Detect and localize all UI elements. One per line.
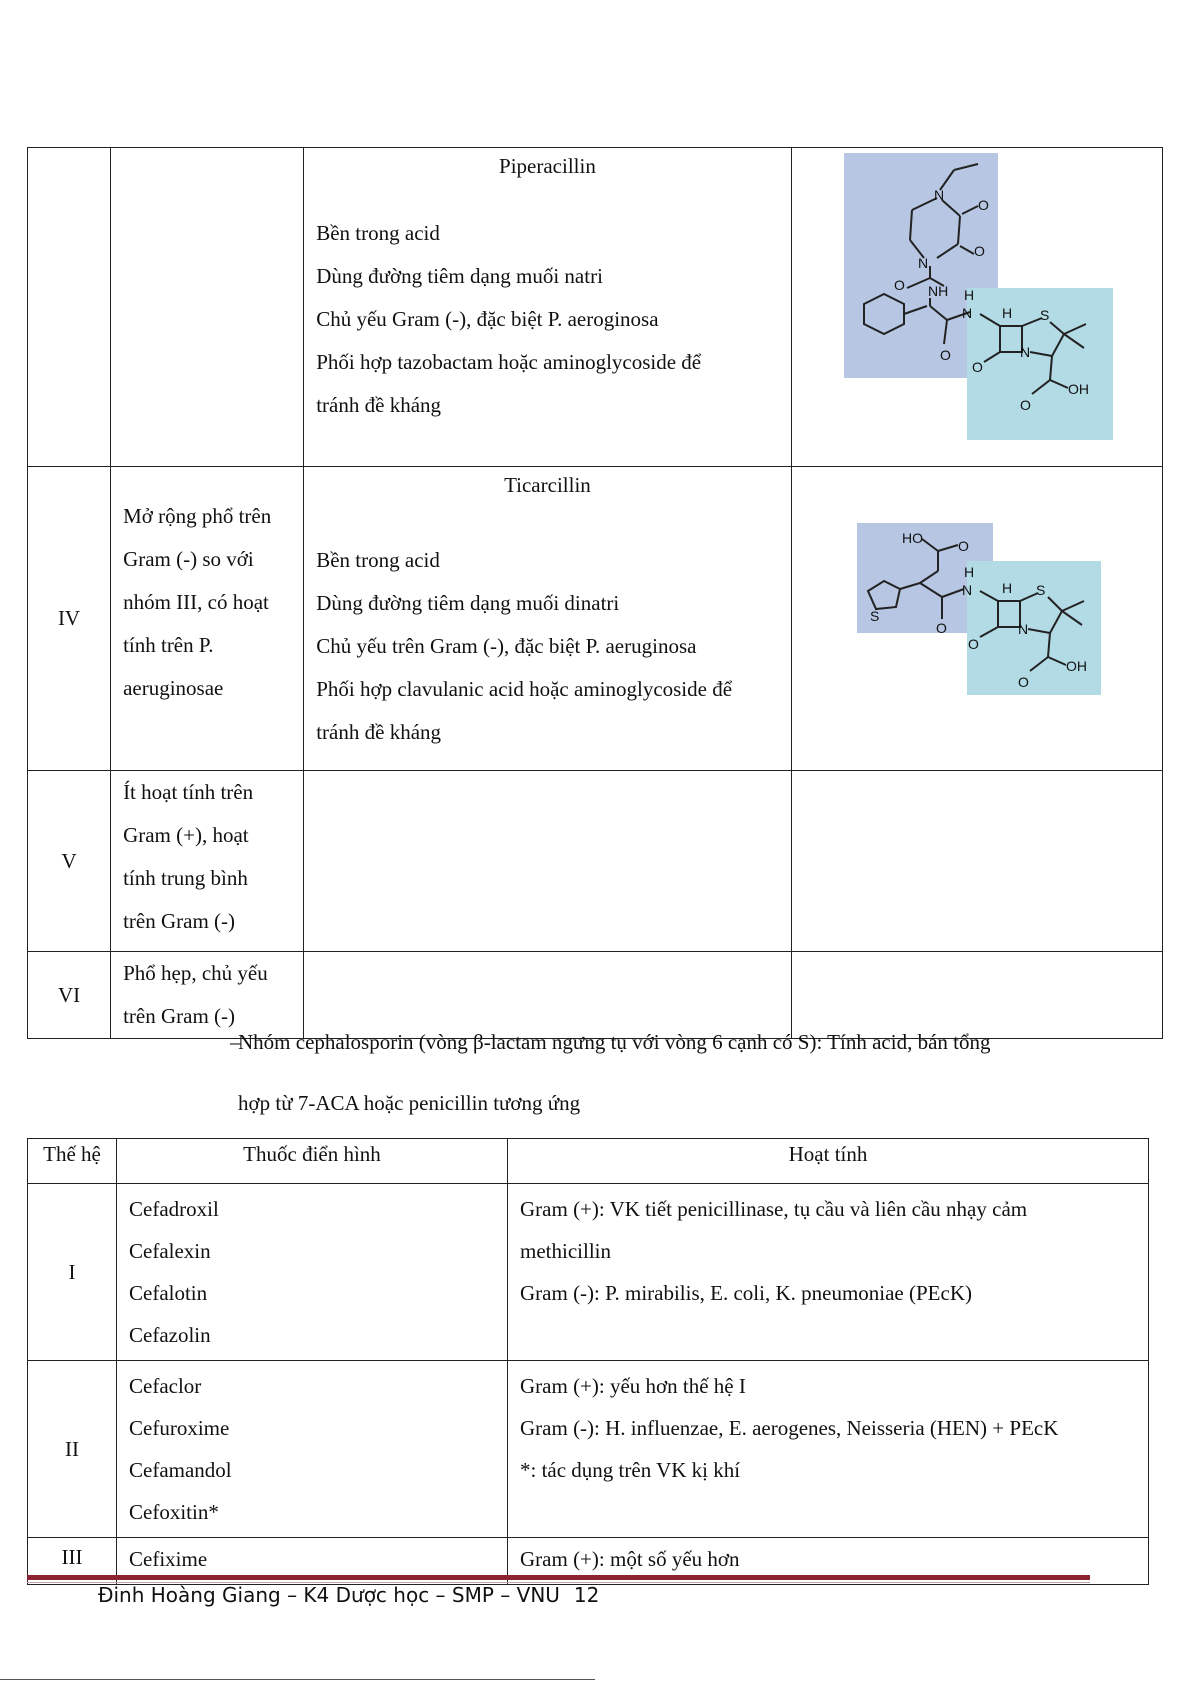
svg-text:N: N (961, 582, 972, 598)
header-generation: Thế hệ (28, 1139, 117, 1184)
svg-text:S: S (1035, 582, 1045, 598)
footer-text: Đinh Hoàng Giang – K4 Dược học – SMP – VNU (98, 1583, 560, 1607)
svg-text:H: H (963, 287, 974, 303)
svg-text:NH: NH (927, 283, 948, 299)
drugs-cell (117, 1184, 508, 1361)
svg-text:OH: OH (1067, 381, 1089, 397)
description-line: tính trung bình (123, 866, 248, 890)
svg-text:O: O (957, 538, 969, 554)
header-activity: Hoạt tính (508, 1139, 1149, 1184)
activity-line: Gram (-): H. influenzae, E. aerogenes, Neisseria (HEN) + PEcK (520, 1416, 1059, 1440)
ticarcillin-structure-icon (792, 467, 1162, 764)
table-row (28, 467, 1163, 771)
description-line: Ít hoạt tính trên (123, 780, 254, 804)
property-line: Chủ yếu trên Gram (-), đặc biệt P. aeruginosa (316, 634, 697, 658)
drug-name: Piperacillin (499, 154, 596, 178)
drug-cell (304, 148, 791, 467)
penicillin-groups-table (27, 147, 1163, 1039)
generation-cell: II (28, 1361, 117, 1538)
description-line: Gram (+), hoạt (123, 823, 249, 847)
table-row (28, 771, 1163, 952)
drug-item: Cefuroxime (129, 1416, 230, 1440)
description-line: aeruginosae (123, 676, 224, 700)
description-line: Mở rộng phổ trên (123, 504, 272, 528)
drug-item: Cefadroxil (129, 1197, 219, 1221)
group-cell: IV (28, 467, 111, 771)
svg-text:H: H (963, 564, 974, 580)
description-line: trên Gram (-) (123, 1004, 236, 1028)
bullet-dash: – (230, 1030, 241, 1054)
activity-line: Gram (+): một số yếu hơn (520, 1547, 740, 1571)
svg-text:O: O (977, 197, 989, 213)
svg-text:N: N (917, 255, 928, 271)
svg-text:O: O (939, 347, 951, 363)
svg-text:N: N (961, 305, 972, 321)
svg-text:OH: OH (1065, 658, 1087, 674)
drug-cell (304, 952, 791, 1039)
bullet-line-1: Nhóm cephalosporin (vòng β-lactam ngưng tụ với vòng 6 cạnh có S): Tính acid, bán tổng (238, 1030, 991, 1054)
activity-cell (508, 1361, 1149, 1538)
activity-cell (508, 1184, 1149, 1361)
property-line: Bền trong acid (316, 548, 440, 572)
svg-text:H: H (1001, 580, 1012, 596)
svg-text:O: O (893, 277, 905, 293)
property-line: Phối hợp clavulanic acid hoặc aminoglycoside để (316, 677, 733, 701)
property-line: tránh đề kháng (316, 720, 442, 744)
svg-text:O: O (967, 636, 979, 652)
svg-text:O: O (935, 620, 947, 636)
table-row (28, 1184, 1149, 1361)
drug-properties (304, 501, 790, 762)
activity-line: *: tác dụng trên VK kị khí (520, 1458, 741, 1482)
table-row (28, 1361, 1149, 1538)
svg-text:O: O (1017, 674, 1029, 690)
drug-item: Cefixime (129, 1547, 208, 1571)
activity-line: Gram (+): yếu hơn thế hệ I (520, 1374, 746, 1398)
structure-cell (791, 952, 1162, 1039)
drug-item: Cefazolin (129, 1323, 211, 1347)
property-line: Dùng đường tiêm dạng muối dinatri (316, 591, 620, 615)
group-cell: V (28, 771, 111, 952)
structure-cell (791, 771, 1162, 952)
property-line: Bền trong acid (316, 221, 440, 245)
property-line: Phối hợp tazobactam hoặc aminoglycoside để (316, 350, 702, 374)
description-cell (111, 771, 304, 952)
drugs-cell (117, 1361, 508, 1538)
property-line: Chủ yếu Gram (-), đặc biệt P. aeroginosa (316, 307, 659, 331)
svg-text:N: N (1019, 344, 1030, 360)
activity-line: Gram (+): VK tiết penicillinase, tụ cầu và liên cầu nhạy cảm (520, 1197, 1028, 1221)
structure-cell (791, 148, 1162, 467)
structure-cell (791, 467, 1162, 771)
svg-text:O: O (1019, 397, 1031, 413)
table-row (28, 148, 1163, 467)
drug-item: Cefaclor (129, 1374, 202, 1398)
group-cell: VI (28, 952, 111, 1039)
page-number: 12 (573, 1583, 600, 1607)
svg-text:O: O (971, 359, 983, 375)
drug-cell (304, 771, 791, 952)
svg-text:H: H (1001, 305, 1012, 321)
cephalosporin-table (27, 1138, 1149, 1585)
description-line: nhóm III, có hoạt (123, 590, 269, 614)
svg-text:N: N (933, 187, 944, 203)
header-drugs: Thuốc điển hình (117, 1139, 508, 1184)
description-line: trên Gram (-) (123, 909, 236, 933)
table-header-row (28, 1139, 1149, 1184)
description-line: Phổ hẹp, chủ yếu (123, 961, 268, 985)
description-cell (111, 952, 304, 1039)
description-line: tính trên P. (123, 633, 214, 657)
svg-text:N: N (1017, 621, 1028, 637)
svg-text:S: S (1039, 307, 1049, 323)
description-cell (111, 467, 304, 771)
page-footer (98, 1580, 599, 1610)
generation-cell: I (28, 1184, 117, 1361)
drug-item: Cefalotin (129, 1281, 208, 1305)
activity-line: Gram (-): P. mirabilis, E. coli, K. pneumoniae (PEcK) (520, 1281, 972, 1305)
generation-cell: III (28, 1538, 117, 1585)
piperacillin-structure-icon (792, 148, 1162, 460)
drug-name: Ticarcillin (504, 473, 591, 497)
group-cell (28, 148, 111, 467)
drug-item: Cefoxitin* (129, 1500, 219, 1524)
svg-text:HO: HO (901, 530, 923, 546)
drug-item: Cefalexin (129, 1239, 211, 1263)
description-line: Gram (-) so với (123, 547, 254, 571)
property-line: tránh đề kháng (316, 393, 442, 417)
property-line: Dùng đường tiêm dạng muối natri (316, 264, 603, 288)
activity-line: methicillin (520, 1239, 611, 1263)
page-bottom-line (0, 1679, 595, 1680)
description-cell (111, 148, 304, 467)
svg-text:S: S (869, 608, 879, 624)
drug-item: Cefamandol (129, 1458, 232, 1482)
svg-text:O: O (973, 243, 985, 259)
table-row (28, 952, 1163, 1039)
bullet-line-2: hợp từ 7-ACA hoặc penicillin tương ứng (238, 1091, 581, 1115)
drug-cell (304, 467, 791, 771)
drug-properties (304, 182, 790, 435)
